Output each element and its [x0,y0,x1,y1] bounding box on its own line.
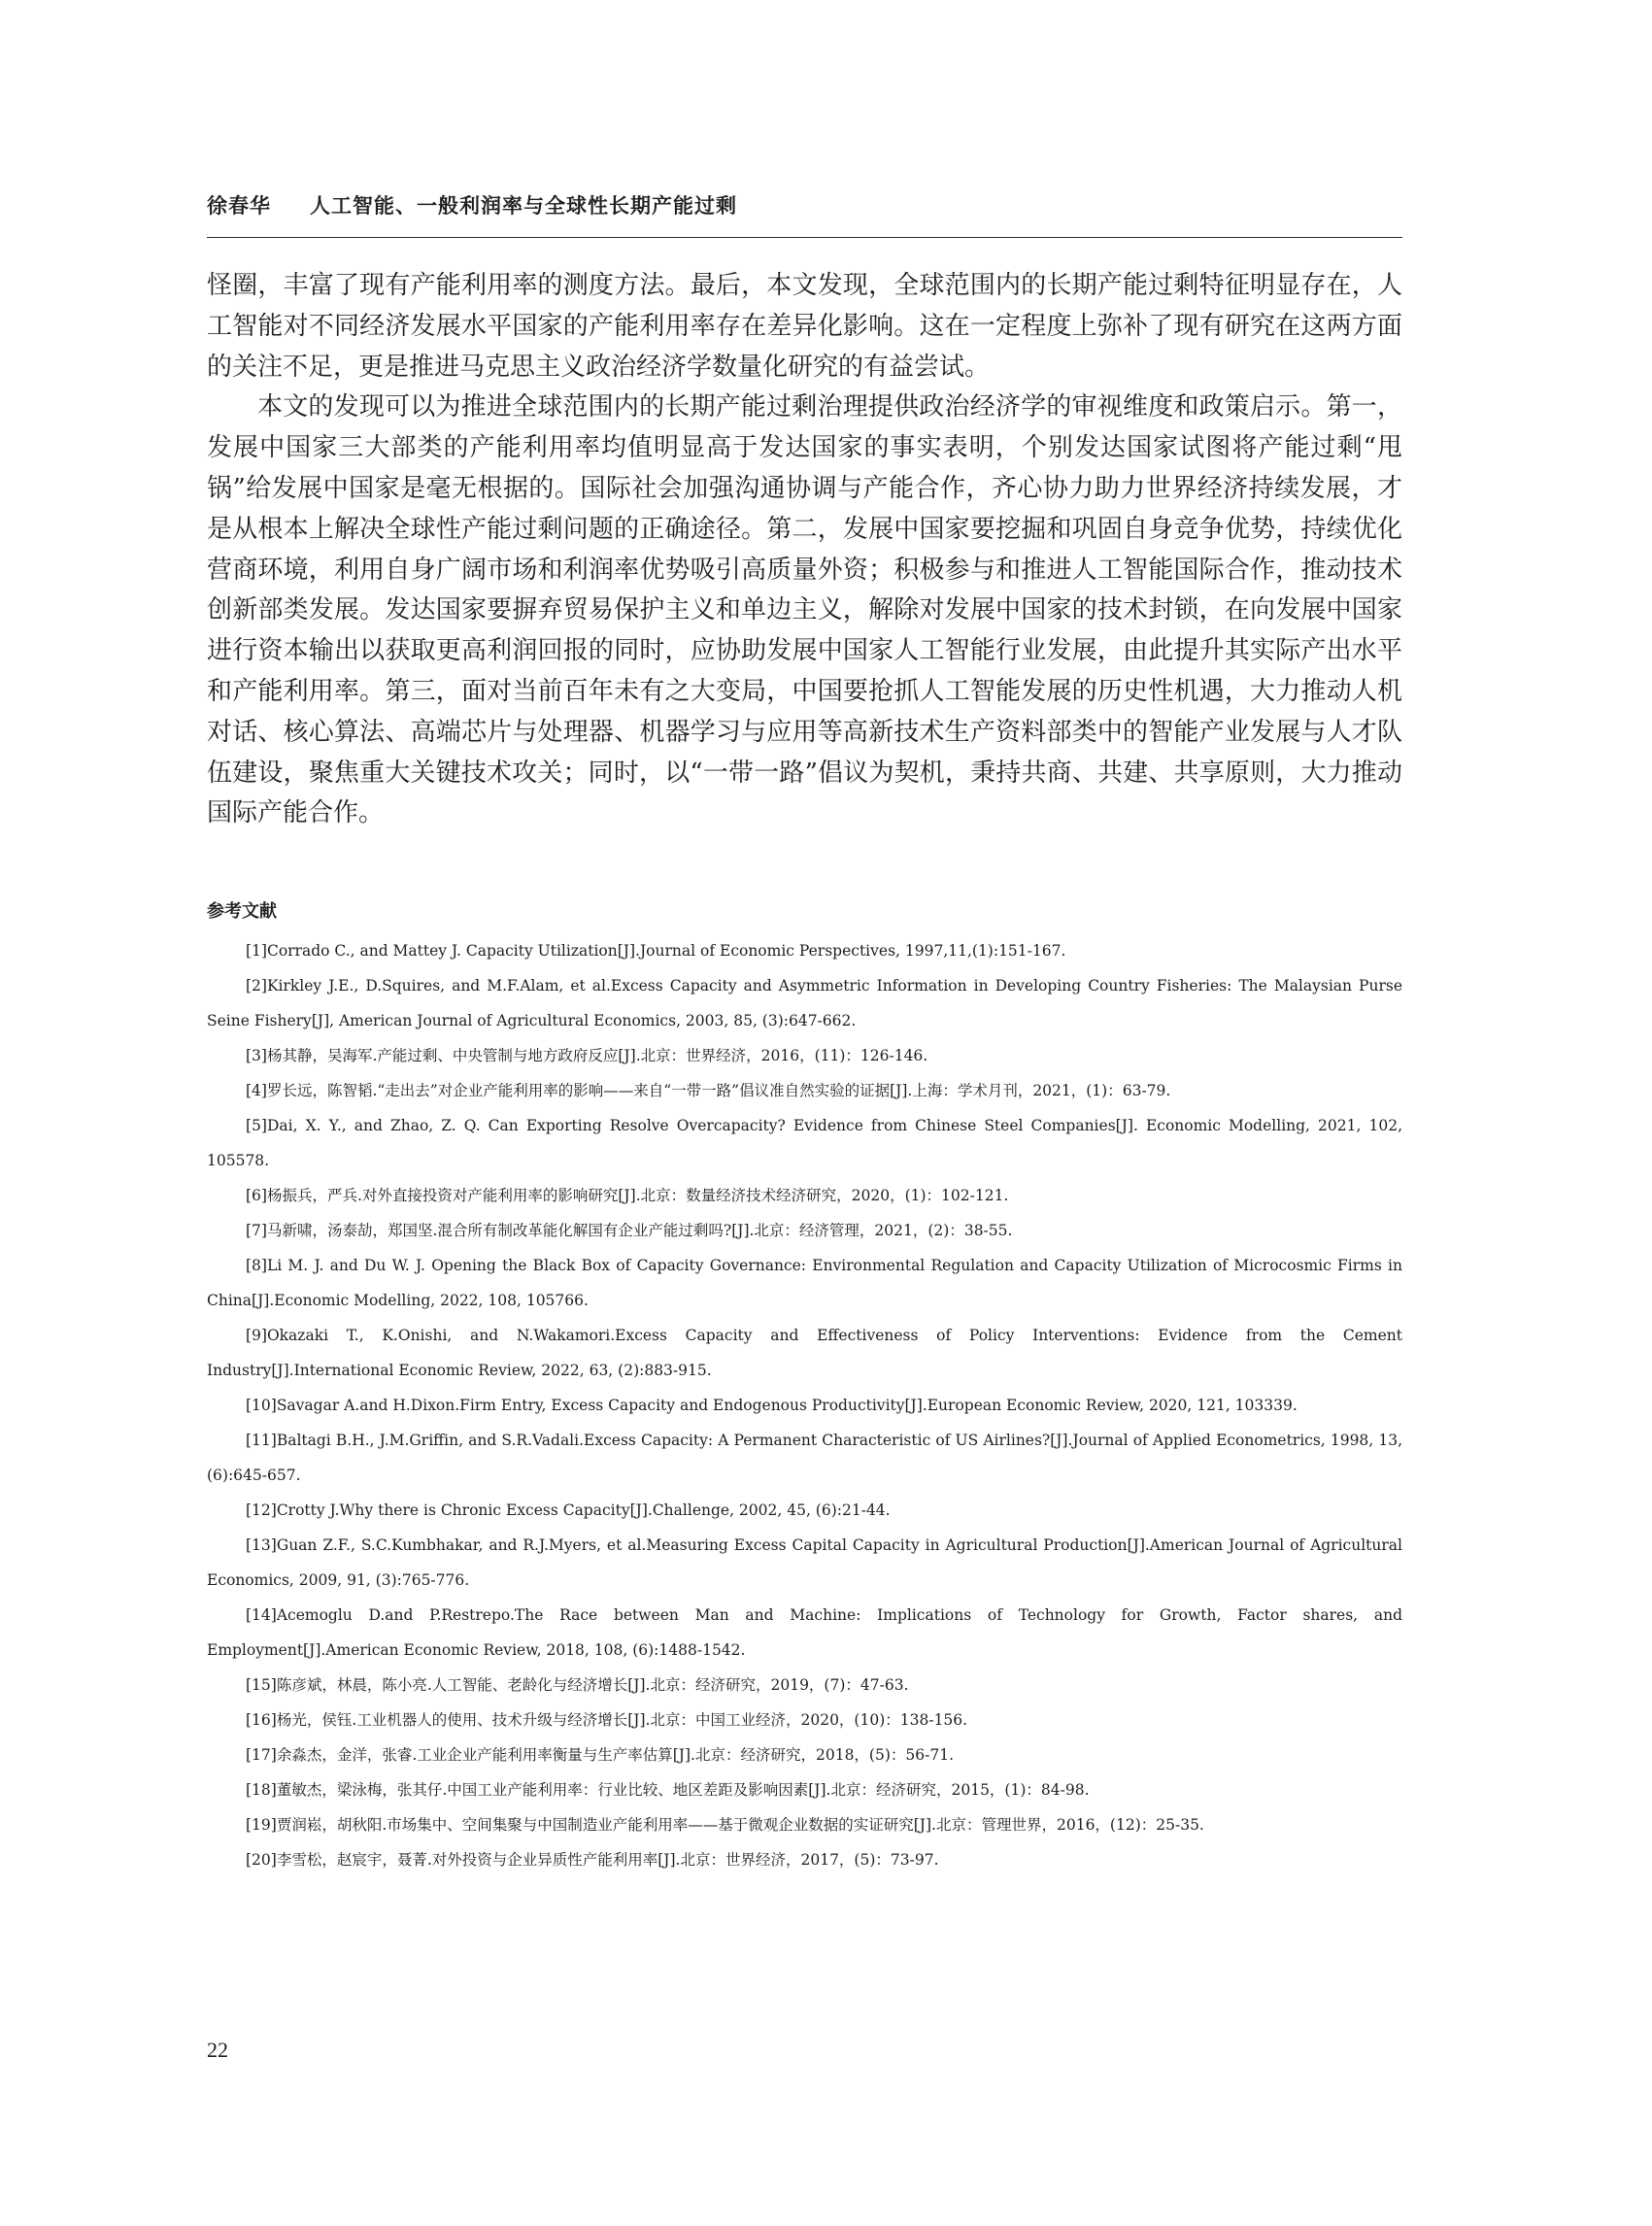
header-author: 徐春华 [207,194,271,218]
reference-item: [14]Acemoglu D.and P.Restrepo.The Race between Man and Machine: Implications of Technology for Growth, Factor shares, and Employment[J].American Economic Review, 2018, 108, (6):1488-1542. [207,1606,1402,1659]
reference-item: [11]Baltagi B.H., J.M.Griffin, and S.R.Vadali.Excess Capacity: A Permanent Characteristic of US Airlines?[J].Journal of Applied Econometrics, 1998, 13, (6):645-657. [207,1432,1402,1484]
reference-item: [18]董敏杰，梁泳梅，张其仔.中国工业产能利用率：行业比较、地区差距及影响因素[J].北京：经济研究，2015，(1)：84-98. [246,1781,1090,1799]
reference-item: [7]马新啸，汤泰劼，郑国坚.混合所有制改革能化解国有企业产能过剩吗?[J].北京：经济管理，2021，(2)：38-55. [246,1222,1013,1239]
reference-item: [5]Dai, X. Y., and Zhao, Z. Q. Can Exporting Resolve Overcapacity? Evidence from Chinese Steel Companies[J]. Economic Modelling, 2021, 102, 105578. [207,1117,1402,1169]
body-text [207,266,1402,834]
reference-item: [20]李雪松，赵宸宇，聂菁.对外投资与企业异质性产能利用率[J].北京：世界经济，2017，(5)：73-97. [246,1851,939,1869]
reference-item: [19]贾润崧，胡秋阳.市场集中、空间集聚与中国制造业产能利用率——基于微观企业数据的实证研究[J].北京：管理世界，2016，(12)：25-35. [246,1816,1204,1834]
reference-item: [12]Crotty J.Why there is Chronic Excess Capacity[J].Challenge, 2002, 45, (6):21-44. [246,1501,891,1519]
reference-item: [16]杨光，侯钰.工业机器人的使用、技术升级与经济增长[J].北京：中国工业经济，2020，(10)：138-156. [246,1711,968,1729]
reference-item: [8]Li M. J. and Du W. J. Opening the Black Box of Capacity Governance: Environmental Regulation and Capacity Utilization of Microcosmic Firms in China[J].Economic Modelling, 2022, 108, 105766. [207,1257,1402,1309]
reference-item: [2]Kirkley J.E., D.Squires, and M.F.Alam, et al.Excess Capacity and Asymmetric Information in Developing Country Fisheries: The Malaysian Purse Seine Fishery[J], American Journal of Agricultural Economics, 2003, 85, (3):647-662. [207,977,1402,1029]
reference-item: [1]Corrado C., and Mattey J. Capacity Utilization[J].Journal of Economic Perspectives, 1997,11,(1):151-167. [246,942,1066,960]
references-heading: 参考文献 [207,901,277,922]
header-rule [207,237,1402,238]
page-number: 22 [207,2038,228,2062]
reference-item: [15]陈彦斌，林晨，陈小亮.人工智能、老龄化与经济增长[J].北京：经济研究，2019，(7)：47-63. [246,1676,909,1694]
paragraph-2: 本文的发现可以为推进全球范围内的长期产能过剩治理提供政治经济学的审视维度和政策启示。第一，发展中国家三大部类的产能利用率均值明显高于发达国家的事实表明，个别发达国家试图将产能过剩“甩锅”给发展中国家是毫无根据的。国际社会加强沟通协调与产能合作，齐心协力助力世界经济持续发展，才是从根本上解决全球性产能过剩问题的正确途径。第二，发展中国家要挖掘和巩固自身竞争优势，持续优化营商环境，利用自身广阔市场和利润率优势吸引高质量外资；积极参与和推进人工智能国际合作，推动技术创新部类发展。发达国家要摒弃贸易保护主义和单边主义，解除对发展中国家的技术封锁，在向发展中国家进行资本输出以获取更高利润回报的同时，应协助发展中国家人工智能行业发展，由此提升其实际产出水平和产能利用率。第三，面对当前百年未有之大变局，中国要抢抓人工智能发展的历史性机遇，大力推动人机对话、核心算法、高端芯片与处理器、机器学习与应用等高新技术生产资料部类中的智能产业发展与人才队伍建设，聚焦重大关键技术攻关；同时，以“一带一路”倡议为契机，秉持共商、共建、共享原则，大力推动国际产能合作。 [207,392,1402,828]
reference-item: [4]罗长远，陈智韬.“走出去”对企业产能利用率的影响——来自“一带一路”倡议准自然实验的证据[J].上海：学术月刊，2021，(1)：63-79. [246,1082,1171,1099]
reference-item: [9]Okazaki T., K.Onishi, and N.Wakamori.Excess Capacity and Effectiveness of Policy Interventions: Evidence from the Cement Industry[J].International Economic Review, 2022, 63, (2):883-915. [207,1327,1402,1379]
reference-item: [13]Guan Z.F., S.C.Kumbhakar, and R.J.Myers, et al.Measuring Excess Capital Capacity in Agricultural Production[J].American Journal of Agricultural Economics, 2009, 91, (3):765-776. [207,1536,1402,1589]
reference-item: [6]杨振兵，严兵.对外直接投资对产能利用率的影响研究[J].北京：数量经济技术经济研究，2020，(1)：102-121. [246,1187,1009,1204]
running-header [207,190,1401,219]
reference-item: [10]Savagar A.and H.Dixon.Firm Entry, Excess Capacity and Endogenous Productivity[J].European Economic Review, 2020, 121, 103339. [246,1397,1298,1414]
paragraph-1: 怪圈，丰富了现有产能利用率的测度方法。最后，本文发现，全球范围内的长期产能过剩特征明显存在，人工智能对不同经济发展水平国家的产能利用率存在差异化影响。这在一定程度上弥补了现有研究在这两方面的关注不足，更是推进马克思主义政治经济学数量化研究的有益尝试。 [207,271,1402,382]
references-list [207,933,1402,1877]
header-title: 人工智能、一般利润率与全球性长期产能过剩 [310,194,737,218]
reference-item: [17]余淼杰，金洋，张睿.工业企业产能利用率衡量与生产率估算[J].北京：经济研究，2018，(5)：56-71. [246,1746,954,1764]
reference-item: [3]杨其静，吴海军.产能过剩、中央管制与地方政府反应[J].北京：世界经济，2016，(11)：126-146. [246,1047,928,1064]
